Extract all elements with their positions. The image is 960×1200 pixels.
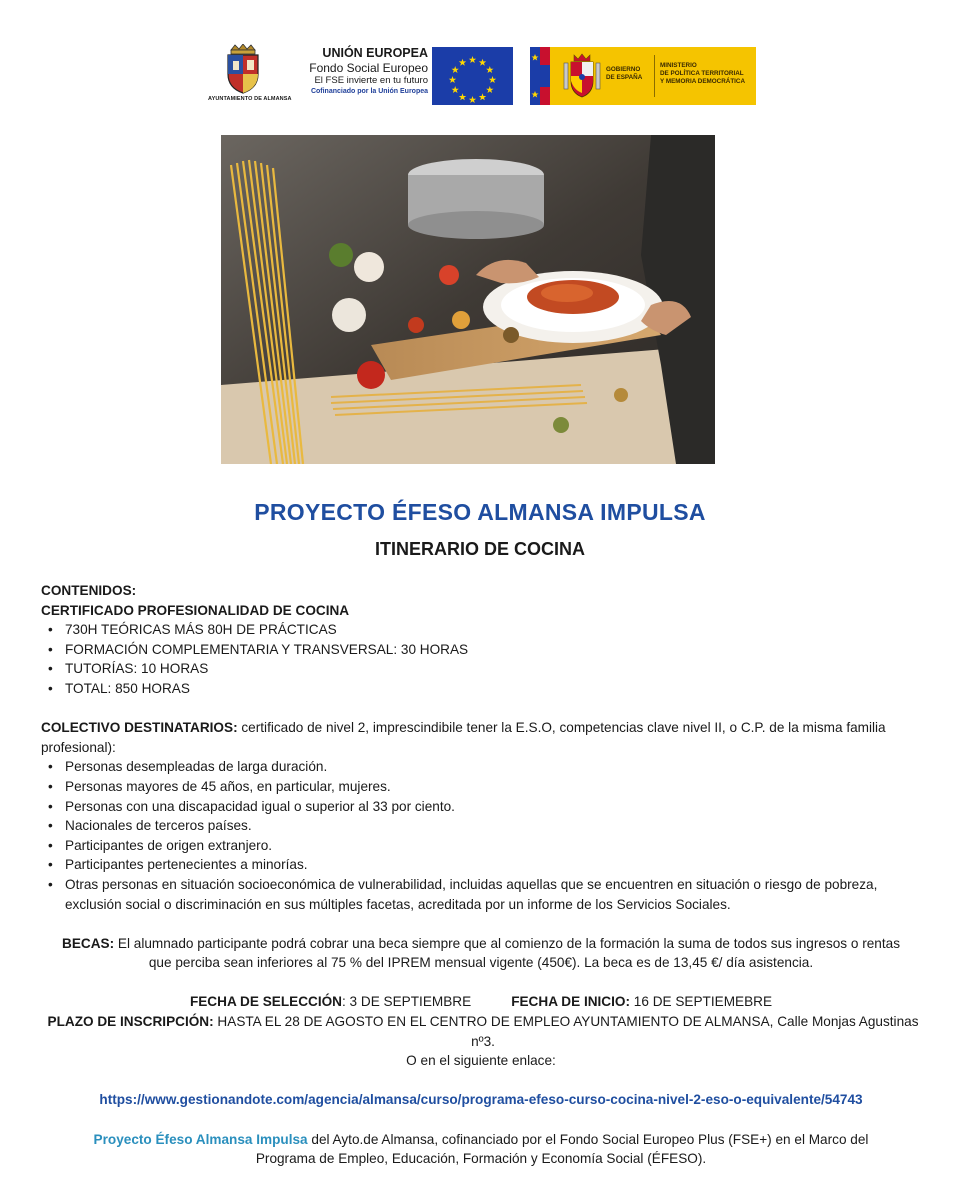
dates-row: [41, 992, 921, 1012]
contents-list: [41, 620, 921, 698]
ayuntamiento-logo: [208, 44, 292, 110]
eu-fund-text: [282, 46, 428, 97]
certificate-title: CERTIFICADO PROFESIONALIDAD DE COCINA: [41, 602, 350, 618]
spain-government-logo: [530, 47, 756, 105]
list-item: • Otras personas en situación socioeconómica de vulnerabilidad, incluidas aquellas que se encuentren en situación o riesgo de pobreza, exclusión social o discriminación en sus múltiples facetas, acreditada por un informe de los Servicios Sociales.: [41, 875, 921, 914]
deadline-label: PLAZO DE INSCRIPCIÓN:: [47, 1014, 214, 1030]
deadline-value: HASTA EL 28 DE AGOSTO EN EL CENTRO DE EMPLEO AYUNTAMIENTO DE ALMANSA, Calle Monjas Agustinas nº3.: [213, 1014, 919, 1049]
list-item: • FORMACIÓN COMPLEMENTARIA Y TRANSVERSAL: 30 HORAS: [41, 640, 921, 660]
list-item: • 730H TEÓRICAS MÁS 80H DE PRÁCTICAS: [41, 620, 921, 640]
contents-heading: CONTENIDOS:: [41, 583, 137, 598]
eu-slogan: El FSE invierte en tu futuro: [314, 75, 428, 86]
spain-coat-of-arms-icon: [562, 53, 602, 99]
becas-text: El alumnado participante podrá cobrar una beca siempre que al comienzo de la formación la suma de todos sus ingresos o rentas que perciba sean inferiores al 75 % del IPREM mensual vigente (450€). La beca es de 13,45 €/ día asistencia.: [114, 935, 900, 971]
eu-fund-name: Fondo Social Europeo: [309, 61, 428, 75]
eu-cofinanced: Cofinanciado por la Unión Europea: [310, 88, 428, 95]
list-item: • Personas mayores de 45 años, en particular, mujeres.: [41, 777, 921, 797]
page-subtitle: ITINERARIO DE COCINA: [374, 539, 585, 559]
list-item: • Nacionales de terceros países.: [41, 816, 921, 836]
eu-flag-icon: [432, 47, 513, 105]
list-item: • TUTORÍAS: 10 HORAS: [41, 659, 921, 679]
start-date-label: FECHA DE INICIO:: [511, 994, 631, 1010]
or-link-text: O en el siguiente enlace:: [406, 1053, 556, 1069]
eu-stars: [449, 56, 496, 103]
cooking-photo: [221, 135, 715, 464]
list-item: • Personas con una discapacidad igual o superior al 33 por ciento.: [41, 797, 921, 817]
ayuntamiento-caption: AYUNTAMIENTO DE ALMANSA: [208, 96, 292, 102]
footer-brand: Proyecto Éfeso Almansa Impulsa: [93, 1131, 308, 1147]
contents-section: [41, 581, 921, 699]
selection-date-value: : 3 DE SEPTIEMBRE: [342, 994, 472, 1010]
audience-section: [41, 718, 921, 914]
audience-intro: certificado de nivel 2, imprescindibile tener la E.S.O, competencias clave nivel II, o C.P. de la misma familia profesional):: [41, 720, 886, 755]
registration-link[interactable]: https://www.gestionandote.com/agencia/almansa/curso/programa-efeso-curso-cocina-nivel-2-eso-o-equivalente/54743: [99, 1092, 863, 1108]
page-title: PROYECTO ÉFESO ALMANSA IMPULSA: [254, 499, 706, 525]
start-date-value: 16 DE SEPTIEMEBRE: [630, 994, 773, 1010]
footer-note: [41, 1130, 921, 1169]
list-item: • Personas desempleadas de larga duración.: [41, 757, 921, 777]
spain-flag-stripe-icon: [530, 47, 550, 105]
list-item: • Participantes de origen extranjero.: [41, 836, 921, 856]
list-item: • Participantes pertenecientes a minorías.: [41, 855, 921, 875]
list-item: • TOTAL: 850 HORAS: [41, 679, 921, 699]
government-label: GOBIERNO DE ESPAÑA: [606, 66, 643, 81]
becas-section: [41, 934, 921, 973]
ministry-label: MINISTERIO DE POLÍTICA TERRITORIAL Y MEMORIA DEMOCRÁTICA: [660, 62, 746, 85]
eu-title: UNIÓN EUROPEA: [322, 46, 428, 60]
footer-text: del Ayto.de Almansa, cofinanciado por el Fondo Social Europeo Plus (FSE+) en el Marco del Programa de Empleo, Educación, Formación y Economía Social (ÉFESO).: [255, 1131, 869, 1167]
becas-label: BECAS:: [62, 935, 115, 951]
coat-of-arms-icon: [223, 44, 263, 94]
logo-divider: [654, 55, 655, 97]
audience-list: [41, 757, 921, 914]
deadline-row: [35, 1012, 931, 1051]
logo-strip: [0, 44, 960, 110]
selection-date-label: FECHA DE SELECCIÓN: [189, 994, 342, 1010]
document-body: [41, 581, 921, 1169]
audience-label: COLECTIVO DESTINATARIOS:: [41, 720, 238, 736]
